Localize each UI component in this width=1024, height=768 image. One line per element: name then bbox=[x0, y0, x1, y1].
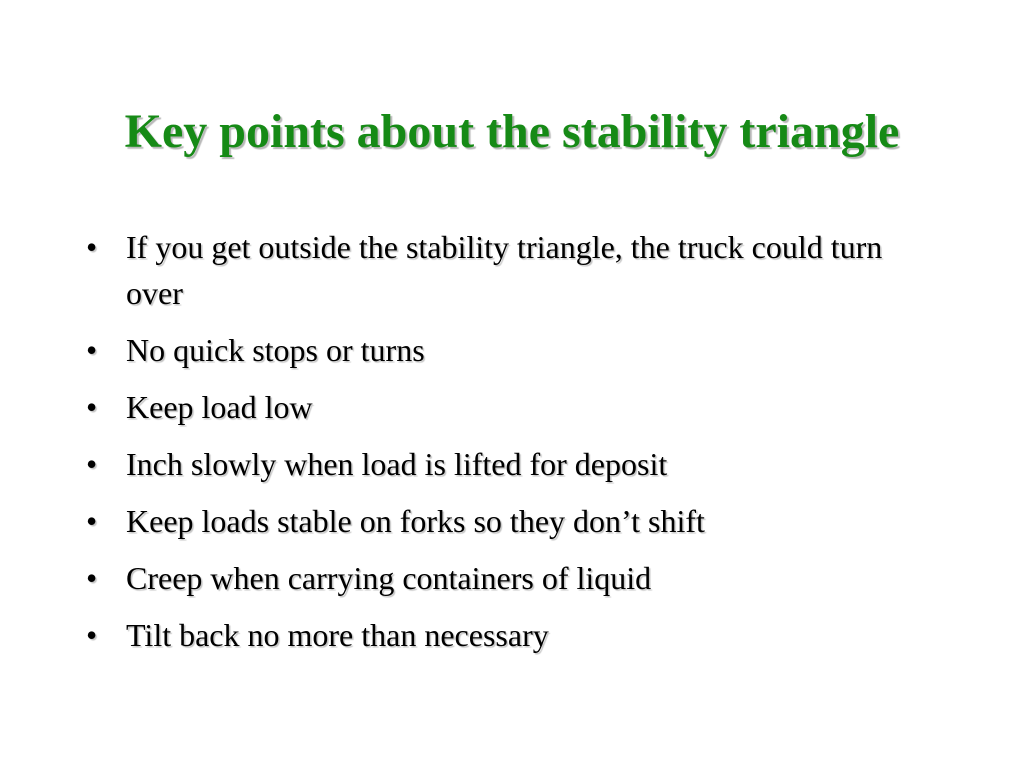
bullet-item bbox=[84, 555, 914, 601]
bullet-text: Inch slowly when load is lifted for deposit bbox=[126, 446, 668, 482]
bullet-marker-icon: • bbox=[86, 560, 98, 596]
bullet-text: Tilt back no more than necessary bbox=[126, 617, 549, 653]
bullet-item bbox=[84, 498, 914, 544]
bullet-marker-icon: • bbox=[86, 446, 98, 482]
bullet-marker-icon: • bbox=[86, 229, 98, 265]
bullet-item bbox=[84, 327, 914, 373]
bullet-marker-icon: • bbox=[86, 503, 98, 539]
bullet-marker-icon: • bbox=[86, 617, 98, 653]
bullet-item bbox=[84, 441, 914, 487]
bullet-list bbox=[84, 224, 914, 669]
bullet-item bbox=[84, 612, 914, 658]
bullet-marker-icon: • bbox=[86, 389, 98, 425]
bullet-marker-icon: • bbox=[86, 332, 98, 368]
bullet-item bbox=[84, 384, 914, 430]
bullet-text: If you get outside the stability triangle, the truck could turn over bbox=[126, 229, 883, 311]
bullet-item bbox=[84, 224, 914, 316]
bullet-text: No quick stops or turns bbox=[126, 332, 425, 368]
bullet-text: Keep load low bbox=[126, 389, 313, 425]
bullet-text: Keep loads stable on forks so they don’t shift bbox=[126, 503, 705, 539]
slide-title: Key points about the stability triangle bbox=[124, 105, 900, 158]
bullet-text: Creep when carrying containers of liquid bbox=[126, 560, 652, 596]
